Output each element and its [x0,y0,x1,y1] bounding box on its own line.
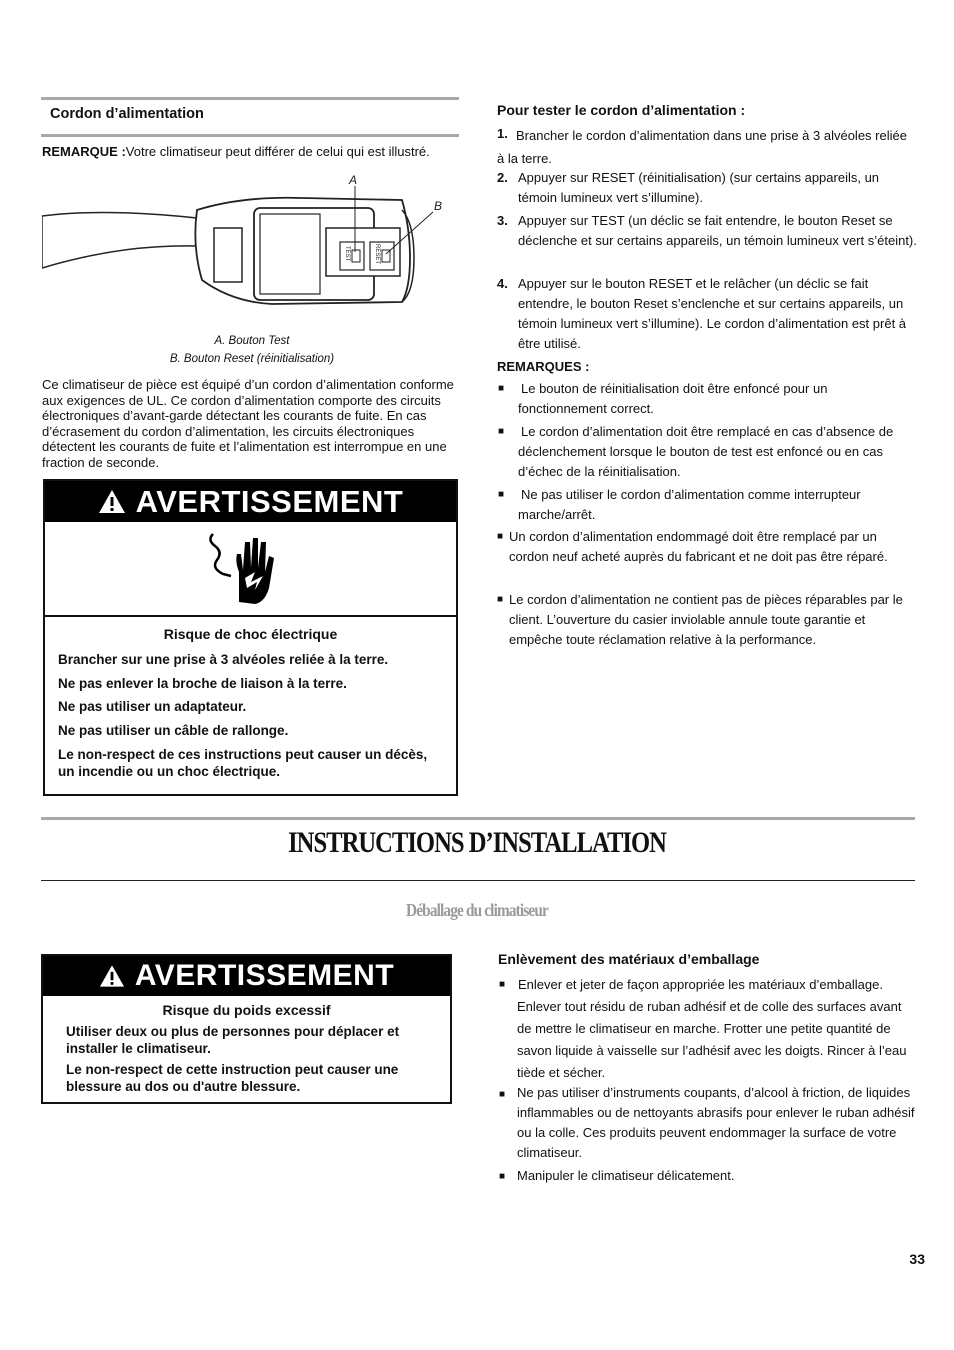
reset-label: RESET [374,244,380,265]
step-number: 3. [497,213,508,228]
test-heading: Pour tester le cordon d’alimentation : [497,102,746,118]
install-subtitle: Déballage du climatiseur [406,900,548,920]
install-title: INSTRUCTIONS D’INSTALLATION [288,826,666,859]
step-text: Brancher le cordon d’alimentation dans une prise à 3 alvéoles reliée à la terre. [497,128,907,166]
step-number: 1. [497,126,508,141]
remark-item: Le bouton de réinitialisation doit être enfoncé pour un fonctionnement correct. [518,381,828,416]
remark-item: Un cordon d’alimentation endommagé doit être remplacé par un cordon neuf acheté auprès du fabricant et ne doit pas être réparé. [509,529,888,564]
warning-header [45,481,456,522]
step-text: Appuyer sur le bouton RESET et le relâcher (un déclic se fait entendre, le bouton Reset s’enclenche et sur certains appareils, un témoin lumineux vert s’illumine). Le cordon d’alimentation est prêt à être utilisé. [518,276,907,351]
step-number: 4. [497,276,508,291]
warning-line: Ne pas utiliser un câble de rallonge. [58,723,289,738]
step-text: Appuyer sur RESET (réinitialisation) (sur certains appareils, un témoin lumineux vert s’illumine). [518,170,880,205]
bullet-icon: ■ [497,594,504,605]
section-header-power-cord [41,97,459,137]
warning-box-shock [43,479,458,796]
warning-header-text: AVERTISSEMENT [134,959,395,992]
note-label: REMARQUE : [42,144,126,159]
warning-title: Risque de choc électrique [163,626,338,642]
step-number: 2. [497,170,508,185]
warning-line: Le non-respect de ces instructions peut causer un décès, un incendie ou un choc électrique. [58,747,428,779]
warning-icon-panel [45,522,456,617]
bullet-icon: ■ [498,489,505,500]
power-cord-plug-illustration [42,168,462,318]
warning-triangle-icon [99,964,125,988]
warning-line: Ne pas enlever la broche de liaison à la terre. [58,676,347,691]
warning-line: Le non-respect de cette instruction peut causer une blessure au dos ou d'autre blessure. [66,1062,399,1094]
step-text: Appuyer sur TEST (un déclic se fait entendre, le bouton Reset se déclenche et sur certains appareils, un témoin lumineux vert s’éteint). [518,213,917,248]
callout-a: A [349,173,358,187]
remark-item: Le cordon d’alimentation ne contient pas de pièces réparables par le client. L’ouverture du casier inviolable annule toute garantie et empêche toute réclamation relative à la performance. [509,592,903,647]
bullet-icon: ■ [499,1171,506,1182]
remark-item: Le cordon d’alimentation doit être remplacé en cas d’absence de déclenchement lorsque le bouton de test est enfoncé ou en cas d’échec de la réinitialisation. [518,424,894,479]
bullet-icon: ■ [498,383,505,394]
callout-b: B [434,199,443,213]
electric-shock-hand-icon [205,532,285,608]
bullet-icon: ■ [499,979,506,990]
note-text: Votre climatiseur peut différer de celui qui est illustré. [125,144,430,159]
bullet-icon: ■ [498,426,505,437]
section-title: Cordon d’alimentation [50,106,204,122]
note [42,144,442,160]
warning-header-text: AVERTISSEMENT [135,483,404,519]
bullet-icon: ■ [497,531,504,542]
warning-line: Ne pas utiliser un adaptateur. [58,699,247,714]
test-label: TEST [344,246,350,262]
packaging-item: Ne pas utiliser d’instruments coupants, d’alcool à friction, de liquides inflammables ou de nettoyants abrasifs pour enlever le ruban adhésif ou la colle. Ces produits peuvent endommager la surface de votre climatiseur. [517,1085,915,1160]
warning-header [43,956,450,996]
warning-line: Utiliser deux ou plus de personnes pour déplacer et installer le climatiseur. [66,1024,400,1056]
warning-line: Brancher sur une prise à 3 alvéoles reliée à la terre. [58,652,389,667]
remark-item: Ne pas utiliser le cordon d’alimentation comme interrupteur marche/arrêt. [518,487,861,522]
packaging-item: Manipuler le climatiseur délicatement. [517,1168,735,1183]
caption-b: B. Bouton Reset (réinitialisation) [169,353,335,365]
caption-a: A. Bouton Test [214,335,290,347]
packaging-item: Enlever et jeter de façon appropriée les matériaux d’emballage. Enlever tout résidu de ruban adhésif et de colle des surfaces avant de mettre le climatiseur en marche. Frotter une petite quantité de savon liquide à vaisselle sur l’adhésif avec les doigts. Rincer à l’eau tiède et sécher. [517,977,907,1080]
bullet-icon: ■ [499,1089,506,1100]
warning-box-weight [41,954,452,1104]
warning-triangle-icon [98,489,126,514]
packaging-heading: Enlèvement des matériaux d’emballage [498,951,760,967]
section-divider-bottom [41,880,915,881]
remarks-label: REMARQUES : [497,359,590,374]
section-divider-top [41,817,915,820]
page-number: 33 [909,1251,925,1267]
warning-title: Risque du poids excessif [162,1002,331,1018]
power-cord-description: Ce climatiseur de pièce est équipé d’un cordon d’alimentation conforme aux exigences de UL. Ce cordon d’alimentation comporte des circuits électroniques d’avant-garde détectant les courants de fuite. En cas d’écrasement du cordon d’alimentation, les circuits électroniques détectent les courants de fuite et l’alimentation est interrompue en une fraction de seconde. [42,377,454,470]
